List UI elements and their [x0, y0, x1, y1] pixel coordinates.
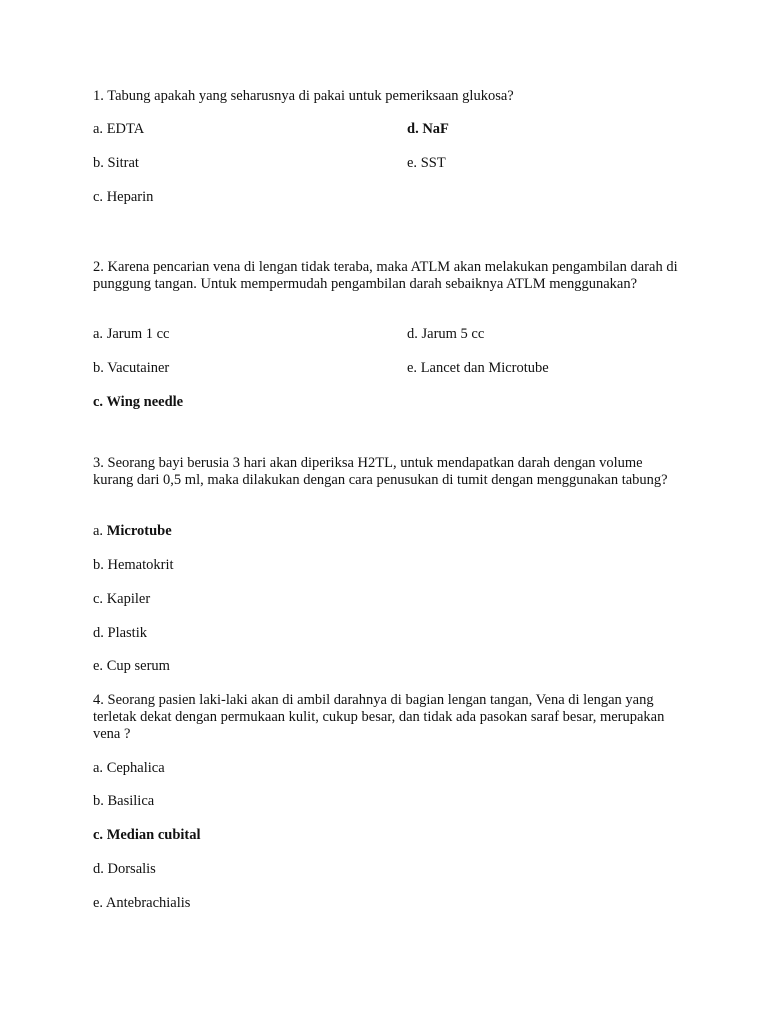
- q2-option-d: [407, 326, 484, 343]
- q3-option-c: [93, 591, 150, 608]
- q1-option-e: [407, 155, 446, 172]
- option-text: Kapiler: [106, 591, 151, 607]
- option-letter: e.: [407, 155, 418, 171]
- option-text: Sitrat: [107, 155, 139, 171]
- option-letter: a.: [93, 121, 104, 137]
- option-letter: a.: [93, 523, 104, 539]
- option-letter: b.: [93, 155, 104, 171]
- option-letter: d.: [93, 861, 104, 877]
- q3-option-b: [93, 557, 174, 574]
- option-text: Vacutainer: [107, 360, 170, 376]
- option-text: Plastik: [107, 625, 147, 641]
- option-text: Dorsalis: [107, 861, 156, 877]
- option-text: Jarum 1 cc: [106, 326, 170, 342]
- option-text: Antebrachialis: [105, 895, 191, 911]
- option-text: Cephalica: [106, 760, 165, 776]
- option-text: Heparin: [106, 189, 154, 205]
- q2-option-b: [93, 360, 169, 377]
- option-text: NaF: [422, 121, 449, 137]
- option-text: SST: [420, 155, 446, 171]
- option-text: Median cubital: [106, 827, 201, 843]
- option-text: EDTA: [106, 121, 145, 137]
- q4-option-e: [93, 895, 190, 912]
- question-1-text: 1. Tabung apakah yang seharusnya di pakai untuk pemeriksaan glukosa?: [93, 88, 514, 104]
- option-letter: b.: [93, 793, 104, 809]
- q4-option-d: [93, 861, 156, 878]
- q3-option-a-correct: [93, 523, 172, 540]
- question-4-text: 4. Seorang pasien laki-laki akan di ambil darahnya di bagian lengan tangan, Vena di lengan yang terletak dekat dengan permukaan kulit, cukup besar, dan tidak ada pasokan saraf besar, merupakan vena ?: [93, 692, 665, 742]
- q2-option-a: [93, 326, 170, 343]
- option-letter: a.: [93, 326, 104, 342]
- option-letter: e.: [407, 360, 418, 376]
- option-text: Cup serum: [106, 658, 170, 674]
- option-text: Wing needle: [106, 394, 184, 410]
- option-text: Hematokrit: [107, 557, 174, 573]
- option-letter: e.: [93, 658, 104, 674]
- q4-option-a: [93, 760, 165, 777]
- q1-option-d-correct: [407, 121, 449, 138]
- option-text: Basilica: [107, 793, 155, 809]
- q1-option-c: [93, 189, 153, 206]
- option-letter: b.: [93, 557, 104, 573]
- option-letter: d.: [93, 625, 104, 641]
- option-letter: d.: [407, 326, 418, 342]
- option-text: Lancet dan Microtube: [420, 360, 549, 376]
- option-letter: e.: [93, 895, 104, 911]
- option-letter: c.: [93, 827, 104, 843]
- q1-option-a: [93, 121, 144, 138]
- option-letter: d.: [407, 121, 419, 137]
- q3-option-d: [93, 625, 147, 642]
- option-letter: a.: [93, 760, 104, 776]
- q4-option-c-correct: [93, 827, 201, 844]
- option-text: Microtube: [106, 523, 172, 539]
- option-letter: b.: [93, 360, 104, 376]
- q4-option-b: [93, 793, 154, 810]
- option-letter: c.: [93, 189, 104, 205]
- q2-option-e: [407, 360, 549, 377]
- q1-option-b: [93, 155, 139, 172]
- question-3-text: 3. Seorang bayi berusia 3 hari akan diperiksa H2TL, untuk mendapatkan darah dengan volume kurang dari 0,5 ml, maka dilakukan dengan cara penusukan di tumit dengan menggunakan tabung?: [93, 455, 668, 488]
- option-text: Jarum 5 cc: [421, 326, 485, 342]
- q3-option-e: [93, 658, 170, 675]
- option-letter: c.: [93, 591, 104, 607]
- option-letter: c.: [93, 394, 104, 410]
- question-2-text: 2. Karena pencarian vena di lengan tidak teraba, maka ATLM akan melakukan pengambilan darah di punggung tangan. Untuk mempermudah pengambilan darah sebaiknya ATLM menggunakan?: [93, 259, 678, 292]
- q2-option-c-correct: [93, 394, 183, 411]
